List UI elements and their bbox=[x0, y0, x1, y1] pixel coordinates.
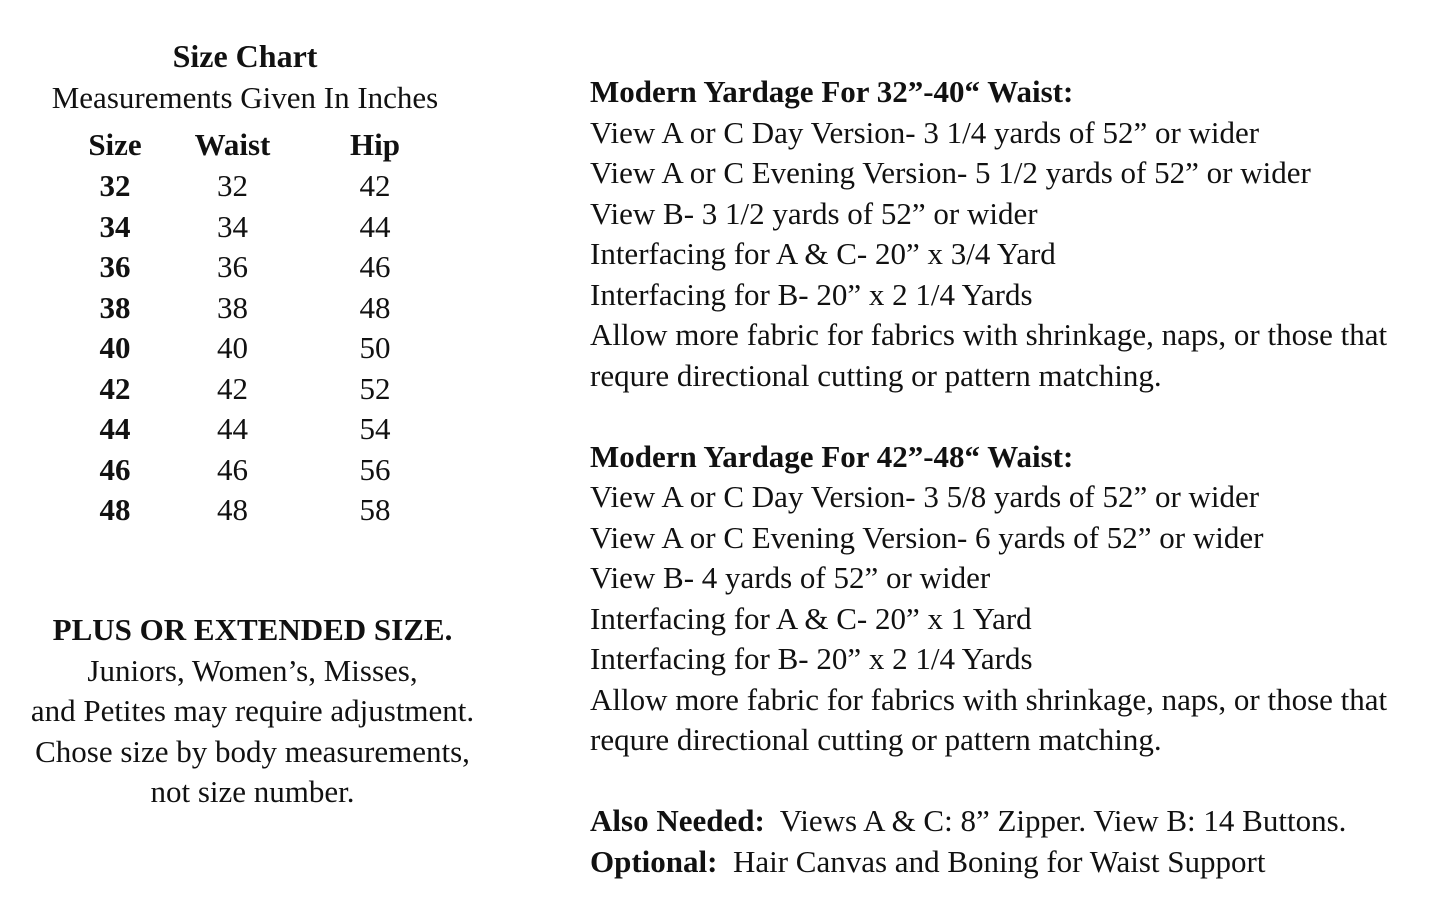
cell-hip: 50 bbox=[359, 330, 391, 366]
header-waist: Waist bbox=[194, 127, 271, 162]
yardage-line: View B- 3 1/2 yards of 52” or wider bbox=[590, 195, 1038, 231]
table-row bbox=[70, 288, 445, 329]
table-row bbox=[70, 166, 445, 207]
cell-size: 34 bbox=[99, 208, 131, 244]
table-row bbox=[70, 450, 445, 491]
also-needed bbox=[590, 801, 1440, 842]
yardage-line: Interfacing for B- 20” x 2 1/4 Yards bbox=[590, 276, 1033, 312]
cell-waist: 46 bbox=[217, 451, 248, 487]
cell-hip: 42 bbox=[359, 168, 391, 204]
table-row bbox=[70, 207, 445, 248]
cell-waist: 48 bbox=[217, 492, 248, 528]
yardage-note: Allow more fabric for fabrics with shrinkage, naps, or those that requre directional cutting or pattern matching. bbox=[590, 681, 1388, 757]
yardage-section-32-40 bbox=[590, 72, 1440, 396]
optional-text: Hair Canvas and Boning for Waist Support bbox=[732, 843, 1266, 879]
also-needed-label: Also Needed: bbox=[590, 803, 765, 838]
plus-size-title: PLUS OR EXTENDED SIZE. bbox=[52, 612, 453, 647]
size-chart-title: Size Chart bbox=[172, 38, 318, 74]
yardage-note: Allow more fabric for fabrics with shrinkage, naps, or those that requre directional cutting or pattern matching. bbox=[590, 317, 1388, 393]
yardage-section-42-48 bbox=[590, 437, 1440, 761]
cell-waist: 38 bbox=[217, 289, 248, 325]
size-table bbox=[70, 124, 445, 531]
table-row bbox=[70, 328, 445, 369]
right-column bbox=[590, 72, 1440, 882]
yardage-line: View B- 4 yards of 52” or wider bbox=[590, 560, 991, 595]
optional-label: Optional: bbox=[590, 843, 718, 879]
cell-size: 38 bbox=[99, 289, 131, 325]
header-hip: Hip bbox=[350, 127, 400, 162]
yardage-line: Interfacing for A & C- 20” x 3/4 Yard bbox=[590, 236, 1056, 271]
size-table-header-row bbox=[70, 124, 445, 166]
size-chart-subtitle: Measurements Given In Inches bbox=[51, 80, 439, 115]
cell-size: 44 bbox=[99, 411, 131, 447]
plus-line: and Petites may require adjustment. bbox=[30, 693, 475, 728]
yardage-line: View A or C Evening Version- 6 yards of 52” or wider bbox=[590, 519, 1264, 555]
cell-waist: 42 bbox=[217, 370, 248, 406]
cell-hip: 44 bbox=[359, 208, 391, 244]
cell-hip: 48 bbox=[359, 289, 391, 325]
cell-hip: 58 bbox=[359, 492, 391, 528]
cell-size: 32 bbox=[99, 168, 131, 204]
yardage-section-title: Modern Yardage For 32”-40“ Waist: bbox=[590, 74, 1074, 109]
yardage-line: View A or C Day Version- 3 1/4 yards of 52” or wider bbox=[590, 114, 1260, 150]
plus-line: Chose size by body measurements, bbox=[35, 733, 470, 769]
cell-size: 36 bbox=[99, 249, 131, 285]
table-row bbox=[70, 369, 445, 410]
header-size: Size bbox=[88, 127, 142, 162]
table-row bbox=[70, 490, 445, 531]
yardage-line: Interfacing for B- 20” x 2 1/4 Yards bbox=[590, 641, 1033, 676]
yardage-line: View A or C Day Version- 3 5/8 yards of 52” or wider bbox=[590, 479, 1260, 514]
yardage-line: Interfacing for A & C- 20” x 1 Yard bbox=[590, 600, 1032, 636]
cell-waist: 36 bbox=[217, 249, 248, 285]
also-needed-text: Views A & C: 8” Zipper. View B: 14 Buttons. bbox=[779, 803, 1347, 838]
requirements bbox=[590, 801, 1440, 882]
cell-size: 46 bbox=[99, 451, 131, 487]
cell-size: 42 bbox=[99, 370, 131, 406]
cell-waist: 44 bbox=[217, 411, 248, 447]
plus-size-note bbox=[0, 610, 505, 813]
cell-size: 48 bbox=[99, 492, 131, 528]
optional bbox=[590, 842, 1440, 883]
table-row bbox=[70, 247, 445, 288]
cell-hip: 54 bbox=[359, 411, 391, 447]
size-table-body bbox=[70, 166, 445, 531]
plus-line: Juniors, Women’s, Misses, bbox=[87, 652, 418, 688]
yardage-section-title: Modern Yardage For 42”-48“ Waist: bbox=[590, 438, 1074, 474]
cell-size: 40 bbox=[99, 330, 131, 366]
plus-line: not size number. bbox=[150, 774, 355, 809]
cell-waist: 32 bbox=[217, 168, 248, 204]
cell-hip: 46 bbox=[359, 249, 391, 285]
table-row bbox=[70, 409, 445, 450]
cell-hip: 52 bbox=[359, 370, 391, 406]
cell-waist: 40 bbox=[217, 330, 248, 366]
cell-waist: 34 bbox=[217, 208, 248, 244]
yardage-line: View A or C Evening Version- 5 1/2 yards of 52” or wider bbox=[590, 155, 1311, 190]
cell-hip: 56 bbox=[359, 451, 391, 487]
